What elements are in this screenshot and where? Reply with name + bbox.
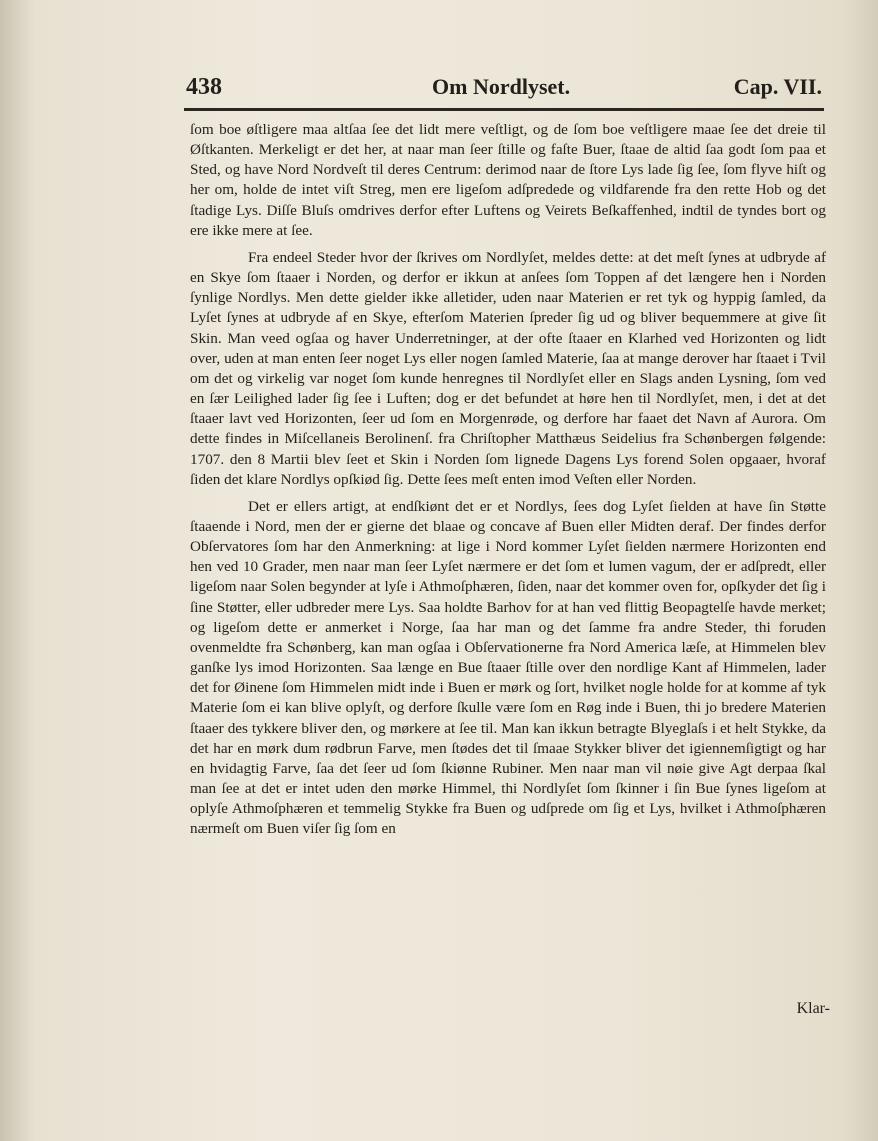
page-header [186,72,822,102]
chapter-label: Cap. VII. [733,74,822,99]
body-text [190,120,826,839]
paragraph: Fra endeel Steder hvor der ſkrives om Nordlyſet, meldes dette: at det meſt ſynes at udbryde af en Skye ſom ſtaaer i Norden, og derfor er ikkun at anſees ſom Toppen af det længere hen i Norden ſynlige Nordlys. Men dette gielder ikke alletider, uden naar Materien er ret tyk og hyppig ſamled, da Lyſet ſynes at udbryde af en Skye, efterſom Materien ſpreder ſig ud og bliver bequemmere at give ſit Skin. Man veed ogſaa og haver Underretninger, at der ofte ſtaaer en Klarhed ved Horizonten og lidt over, uden at man enten ſeer noget Lys eller nogen ſamled Materie, ſaa at mange derover har ſtaaet i Tvil om det og virkelig var noget ſom kunde henregnes til Nordlyſet eller en Slags anden Lysning, ſom ved en ſær Leilighed lader ſig ſee i Luften; dog er det befundet at høre hen til Nordlyſet, men, i det at det ſtaaer lavt ved Horizonten, ſeer ud ſom en Morgenrøde, og derfore har faaet det Navn af Aurora. Om dette findes in Miſcellaneis Berolinenſ. fra Chriſtopher Matthæus Seidelius fra Schønbergen følgende: 1707. den 8 Martii blev ſeet et Skin i Norden ſom lignede Dagens Lys forend Solen opgaaer, hvoraf ſiden det klare Nordlys opſkiød ſig. Dette ſees meſt enten imod Veſten eller Norden. [190,248,826,488]
paragraph: ſom boe øſtligere maa altſaa ſee det lidt mere veſtligt, og de ſom boe veſtligere maae ſee det dreie til Øſtkanten. Merkeligt er det her, at naar man ſeer ſtille og faſte Buer, ſtaae de altid ſaa godt ſom paa et Sted, og have Nord Nordveſt til deres Centrum: derimod naar de ſtore Lys lade ſig ſee, ſom flyve hiſt og her om, holde de intet viſt Streg, men ere ligeſom adſpredede og vildfarende fra den rette Hob og det ſtadige Lys. Diſſe Bluſs omdrives derfor efter Luftens og Veirets Beſkaffenhed, indtil de tyndes bort og ere ikke mere at ſee. [190,121,826,239]
running-title: Om Nordlyset. [432,74,571,99]
header-rule [184,108,824,111]
page-number: 438 [186,74,222,100]
catchword: Klar- [796,1000,830,1017]
paragraph: Det er ellers artigt, at endſkiønt det er et Nordlys, ſees dog Lyſet ſielden at have ſin Støtte ſtaaende i Nord, men der er gierne det blaae og concave af Buen eller Midten deraf. Der findes derfor Obſervatores ſom har den Anmerkning: at lige i Nord kommer Lyſet ſielden nærmere Horizonten end hen ved 10 Grader, men naar man ſeer Lyſet nærmere er det ſom et lumen vagum, der er adſpredt, eller ligeſom naar Solen begynder at lyſe i Athmoſphæren, ſiden, naar det kommer oven for, opſkyder det ſig i ſine Støtter, eller udbreder mere Lys. Saa holdte Barhov for at han ved flittig Beopagtelſe havde merket; og ligeſom dette er anmerket i Norge, ſaa har man og det ſamme fra andre Steder, thi foruden ovenmeldte fra Schønberg, kan man ogſaa i Obſervationerne fra Nord America læſe, at Himmelen blev ganſke lys imod Horizonten. Saa længe en Bue ſtaaer ſtille over den nordlige Kant af Himmelen, lader det for Øinene ſom Himmelen midt inde i Buen er mørk og ſort, hvilket nogle holde for at komme af tyk Materie ſom ei kan blive oplyſt, og derfore ſkulle være ſom en Røg inde i Buen, thi jo bredere Materien ſtaaer des tykkere bliver den, og mørkere at ſee til. Man kan ikkun betragte Blyeglaſs i et helt Stykke, da det har en mørk dum rødbrun Farve, men ſtødes det til ſmaae Stykker bliver det igiennemſigtigt og har en hvidagtig Farve, ſaa det ſeer ud ſom ſkiønne Rubiner. Men naar man vil nøie give Agt derpaa ſkal man ſee at det er intet uden den mørke Himmel, thi Nordlyſet ſom ſkinner i ſin Bue ſynes ligeſom at oplyſe Athmoſphæren et temmelig Stykke fra Buen og udſprede om ſig et Lys, hvilket i Athmoſphæren nærmeſt om Buen viſer ſig ſom en [190,497,826,838]
